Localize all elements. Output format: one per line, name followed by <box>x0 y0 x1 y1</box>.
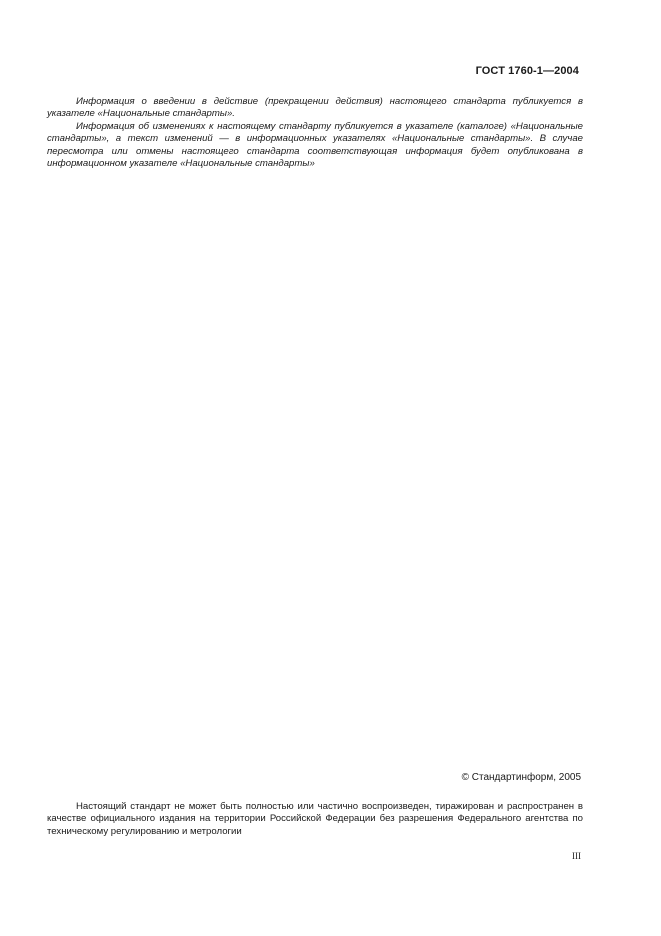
document-code: ГОСТ 1760-1—2004 <box>475 65 579 77</box>
page-number: III <box>572 851 581 861</box>
copyright-line: © Стандартинформ, 2005 <box>461 772 581 783</box>
legal-paragraph: Настоящий стандарт не может быть полностью или частично воспроизведен, тиражирован и распространен в качестве официального издания на территории Российской Федерации без разрешения Федерального агентства по техническому регулированию и метрологии <box>47 801 583 837</box>
legal-notice <box>47 801 583 838</box>
publication-notice <box>47 96 583 170</box>
notice-paragraph-changes: Информация об изменениях к настоящему стандарту публикуется в указателе (каталоге) «Национальные стандарты», а текст изменений — в информационных указателях «Национальные стандарты». В случае пересмотра или отмены настоящего стандарта соответствующая информация будет опубликована в информационном указателе «Национальные стандарты» <box>47 120 583 170</box>
notice-paragraph-enactment: Информация о введении в действие (прекращении действия) настоящего стандарта публикуется в указателе «Национальные стандарты». <box>47 96 583 120</box>
